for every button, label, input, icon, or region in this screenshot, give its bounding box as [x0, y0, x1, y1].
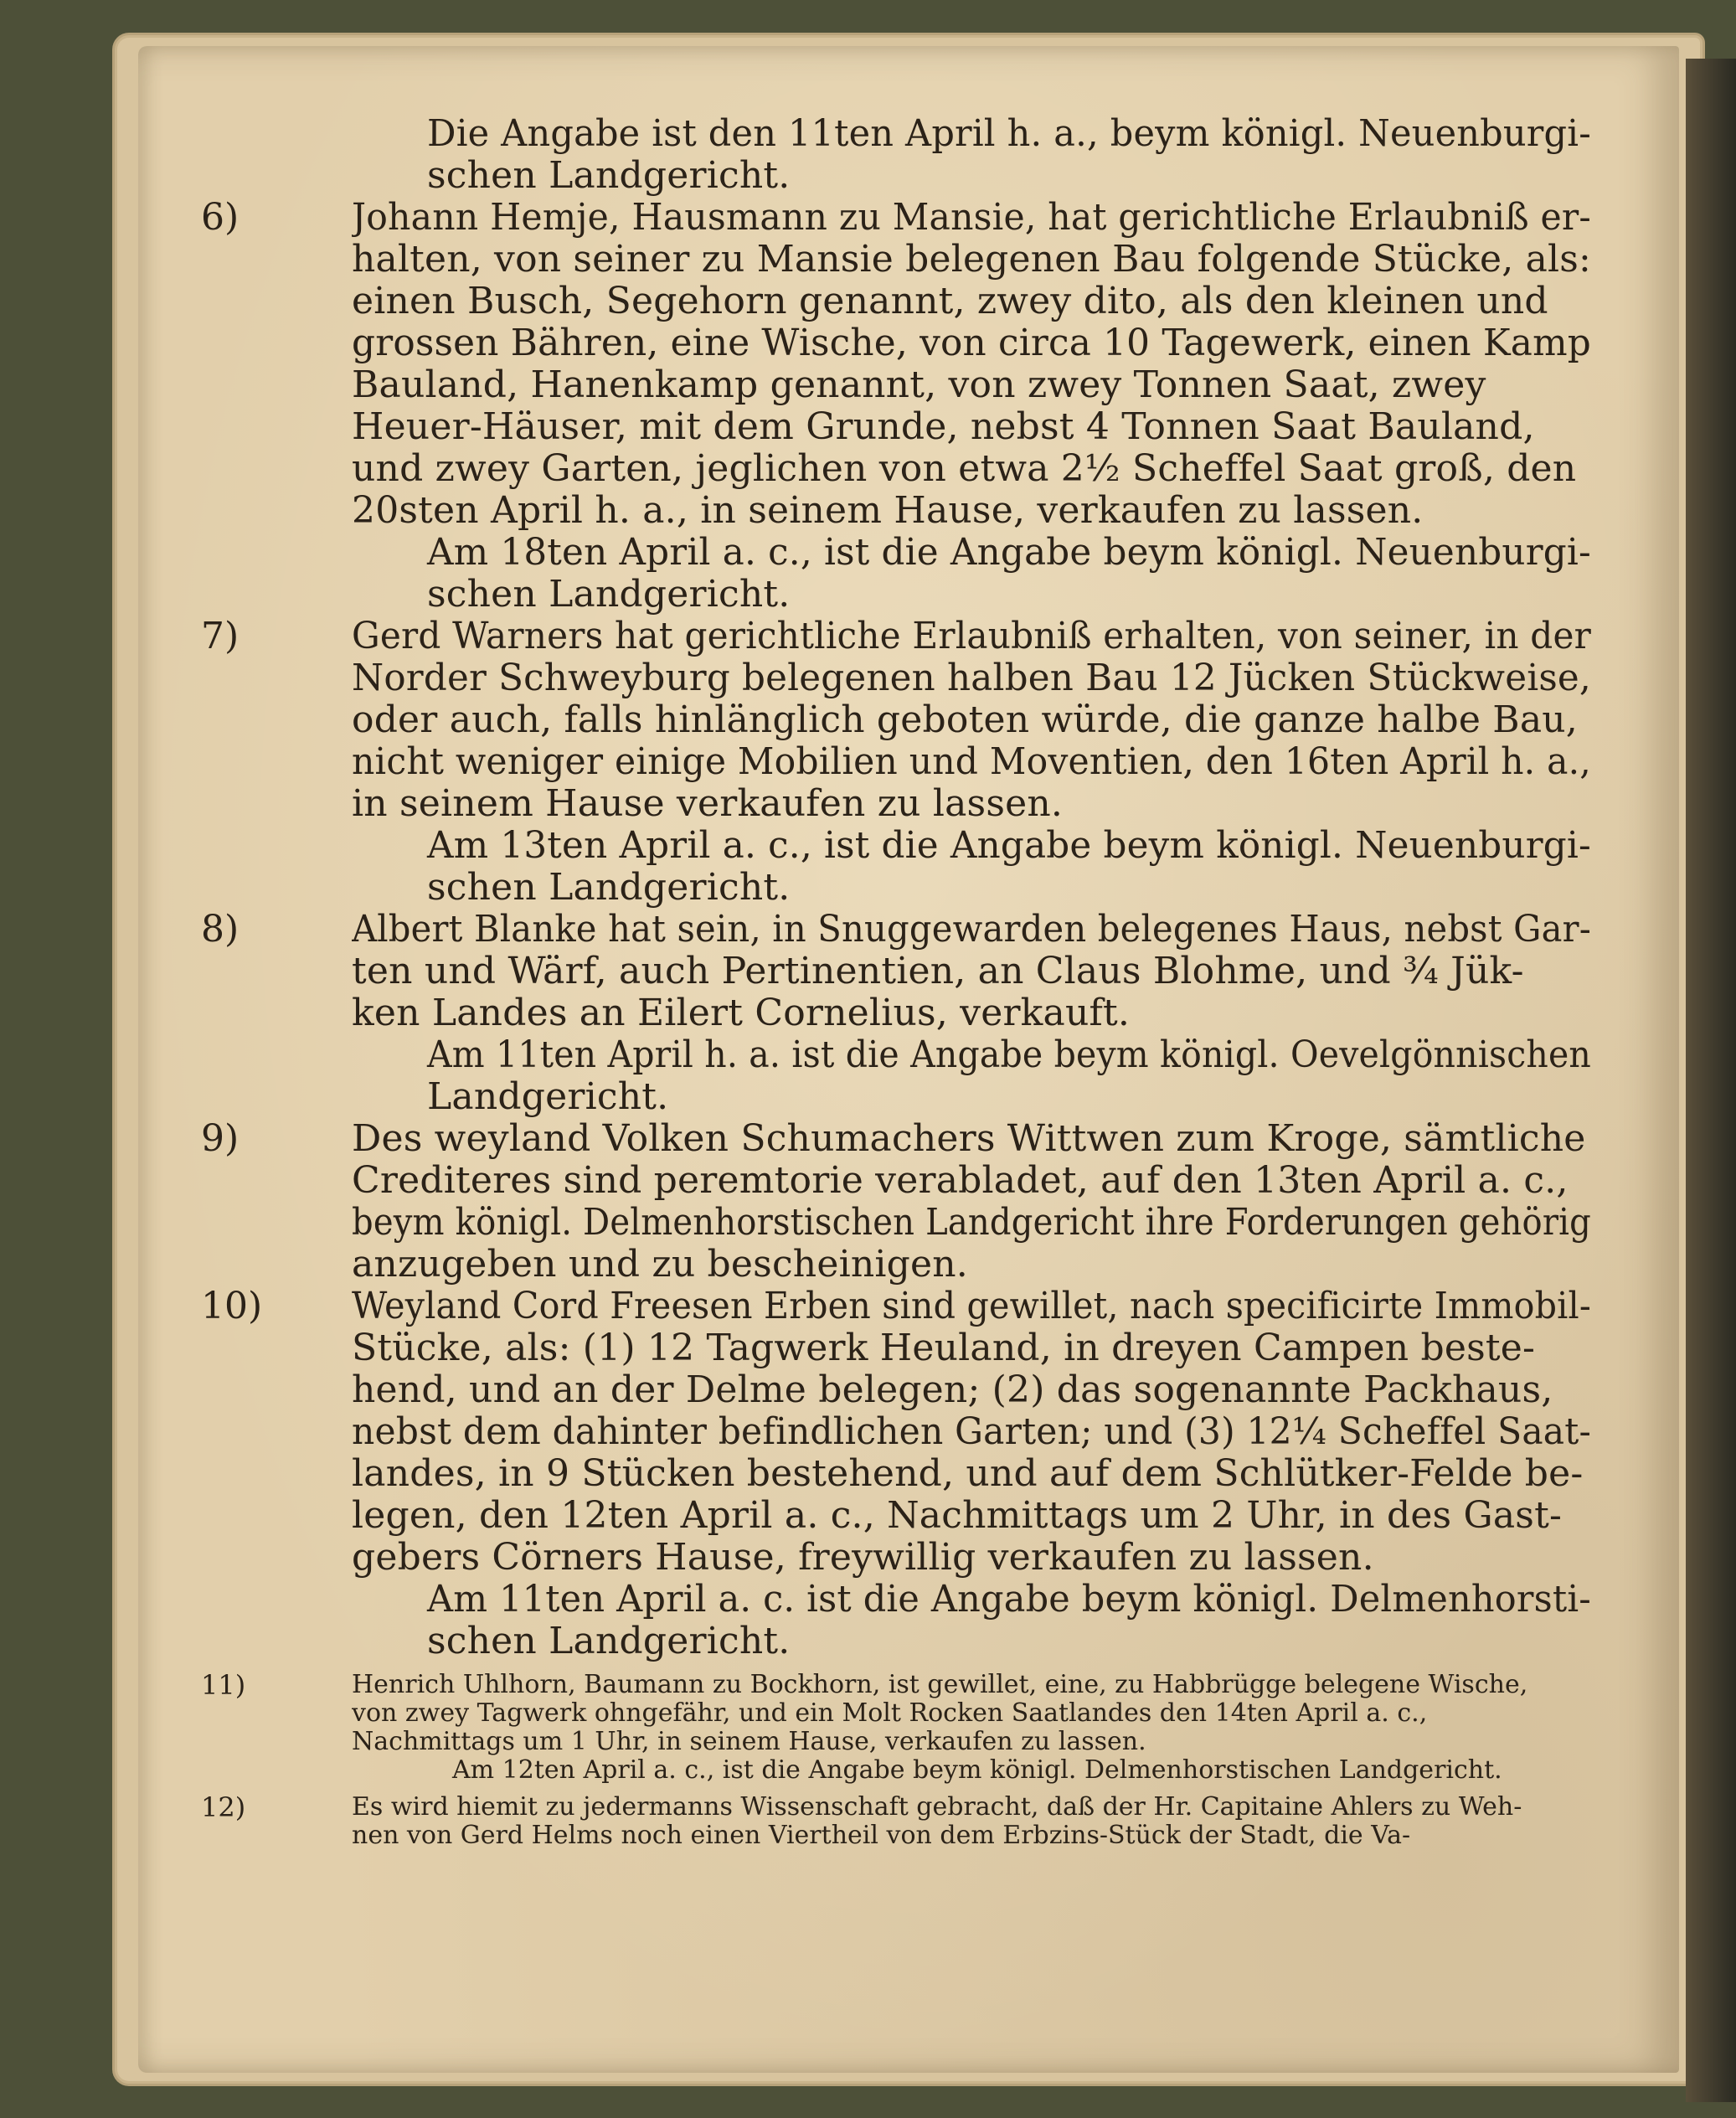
entry-12 [201, 1791, 1591, 1850]
page-text [201, 113, 1591, 1850]
text-line: ten und Wärf, auch Pertinentien, an Claus Blohme, und ¾ Jük- [352, 951, 1524, 992]
text-line: Die Angabe ist den 11ten April h. a., beym königl. Neuenburgi- [427, 113, 1591, 155]
entry-number: 11) [201, 1669, 246, 1701]
entry-11 [201, 1669, 1591, 1785]
text-line: Am 13ten April a. c., ist die Angabe beym königl. Neuenburgi- [427, 825, 1591, 867]
text-line: schen Landgericht. [427, 574, 791, 616]
text-line: und zwey Garten, jeglichen von etwa 2½ Scheffel Saat groß, den [352, 448, 1577, 490]
text-line: beym königl. Delmenhorstischen Landgericht ihre Forderungen gehörig [352, 1202, 1591, 1244]
text-line: oder auch, falls hinlänglich geboten würde, die ganze halbe Bau, [352, 699, 1578, 741]
text-line: Am 11ten April a. c. ist die Angabe beym königl. Delmenhorsti- [427, 1579, 1591, 1621]
text-line: hend, und an der Delme belegen; (2) das sogenannte Packhaus, [352, 1369, 1553, 1411]
entry-number: 9) [201, 1117, 240, 1160]
text-line: schen Landgericht. [427, 1621, 791, 1662]
text-line: Crediteres sind peremtorie verabladet, auf den 13ten April a. c., [352, 1160, 1569, 1202]
head-paragraph [352, 113, 1591, 197]
text-line: Johann Hemje, Hausmann zu Mansie, hat gerichtliche Erlaubniß er- [352, 197, 1591, 239]
text-line: Norder Schweyburg belegenen halben Bau 12 Jücken Stückweise, [352, 657, 1591, 699]
entry-number: 8) [201, 908, 240, 951]
entry-8 [201, 908, 1591, 1118]
text-line: nebst dem dahinter befindlichen Garten; und (3) 12¼ Scheffel Saat- [352, 1411, 1591, 1453]
entry-10 [201, 1285, 1591, 1662]
text-line: grossen Bähren, eine Wische, von circa 10 Tagewerk, einen Kamp [352, 322, 1591, 364]
text-line: Des weyland Volken Schumachers Wittwen zum Kroge, sämtliche [352, 1118, 1586, 1160]
text-line: Stücke, als: (1) 12 Tagwerk Heuland, in dreyen Campen beste- [352, 1327, 1536, 1369]
text-line: nen von Gerd Helms noch einen Viertheil von dem Erbzins-Stück der Stadt, die Va- [352, 1822, 1411, 1850]
entry-9 [201, 1117, 1591, 1286]
text-line: ken Landes an Eilert Cornelius, verkauft. [352, 992, 1131, 1034]
text-line: Es wird hiemit zu jedermanns Wissenschaft gebracht, daß der Hr. Capitaine Ahlers zu Weh- [352, 1793, 1522, 1822]
book-gutter [1686, 59, 1736, 2102]
text-line: Am 12ten April a. c., ist die Angabe beym königl. Delmenhorstischen Landgericht. [452, 1756, 1502, 1785]
text-line: Heuer-Häuser, mit dem Grunde, nebst 4 Tonnen Saat Bauland, [352, 406, 1535, 448]
text-line: landes, in 9 Stücken bestehend, und auf dem Schlütker-Felde be- [352, 1453, 1584, 1495]
text-line: Weyland Cord Freesen Erben sind gewillet, nach specificirte Immobil- [352, 1286, 1591, 1327]
text-line: Bauland, Hanenkamp genannt, von zwey Tonnen Saat, zwey [352, 364, 1486, 406]
text-line: in seinem Hause verkaufen zu lassen. [352, 783, 1064, 825]
text-line: 20sten April h. a., in seinem Hause, verkaufen zu lassen. [352, 490, 1424, 532]
text-line: Landgericht. [427, 1076, 669, 1118]
text-line: Albert Blanke hat sein, in Snuggewarden belegenes Haus, nebst Gar- [352, 909, 1591, 951]
entry-number: 6) [201, 196, 240, 239]
text-line: halten, von seiner zu Mansie belegenen Bau folgende Stücke, als: [352, 239, 1591, 281]
text-line: einen Busch, Segehorn genannt, zwey dito, als den kleinen und [352, 281, 1548, 322]
text-line: gebers Cörners Hause, freywillig verkaufen zu lassen. [352, 1537, 1374, 1579]
text-line: Nachmittags um 1 Uhr, in seinem Hause, verkaufen zu lassen. [352, 1728, 1146, 1756]
text-line: legen, den 12ten April a. c., Nachmittags um 2 Uhr, in des Gast- [352, 1495, 1563, 1537]
text-line: Henrich Uhlhorn, Baumann zu Bockhorn, ist gewillet, eine, zu Habbrügge belegene Wische, [352, 1671, 1528, 1699]
text-line: Am 18ten April a. c., ist die Angabe beym königl. Neuenburgi- [427, 532, 1591, 574]
entry-number: 10) [201, 1285, 263, 1327]
entry-number: 12) [201, 1791, 246, 1823]
entry-6 [201, 196, 1591, 616]
text-line: von zwey Tagwerk ohngefähr, und ein Molt Rocken Saatlandes den 14ten April a. c., [352, 1699, 1428, 1728]
entry-number: 7) [201, 615, 240, 657]
text-line: nicht weniger einige Mobilien und Moventien, den 16ten April h. a., [352, 741, 1591, 783]
text-line: anzugeben und zu bescheinigen. [352, 1244, 968, 1286]
text-line: schen Landgericht. [427, 867, 791, 909]
text-line: Am 11ten April h. a. ist die Angabe beym königl. Oevelgönnischen [427, 1034, 1591, 1076]
text-line: schen Landgericht. [427, 155, 791, 197]
entry-7 [201, 615, 1591, 909]
text-line: Gerd Warners hat gerichtliche Erlaubniß erhalten, von seiner, in der [352, 616, 1591, 657]
